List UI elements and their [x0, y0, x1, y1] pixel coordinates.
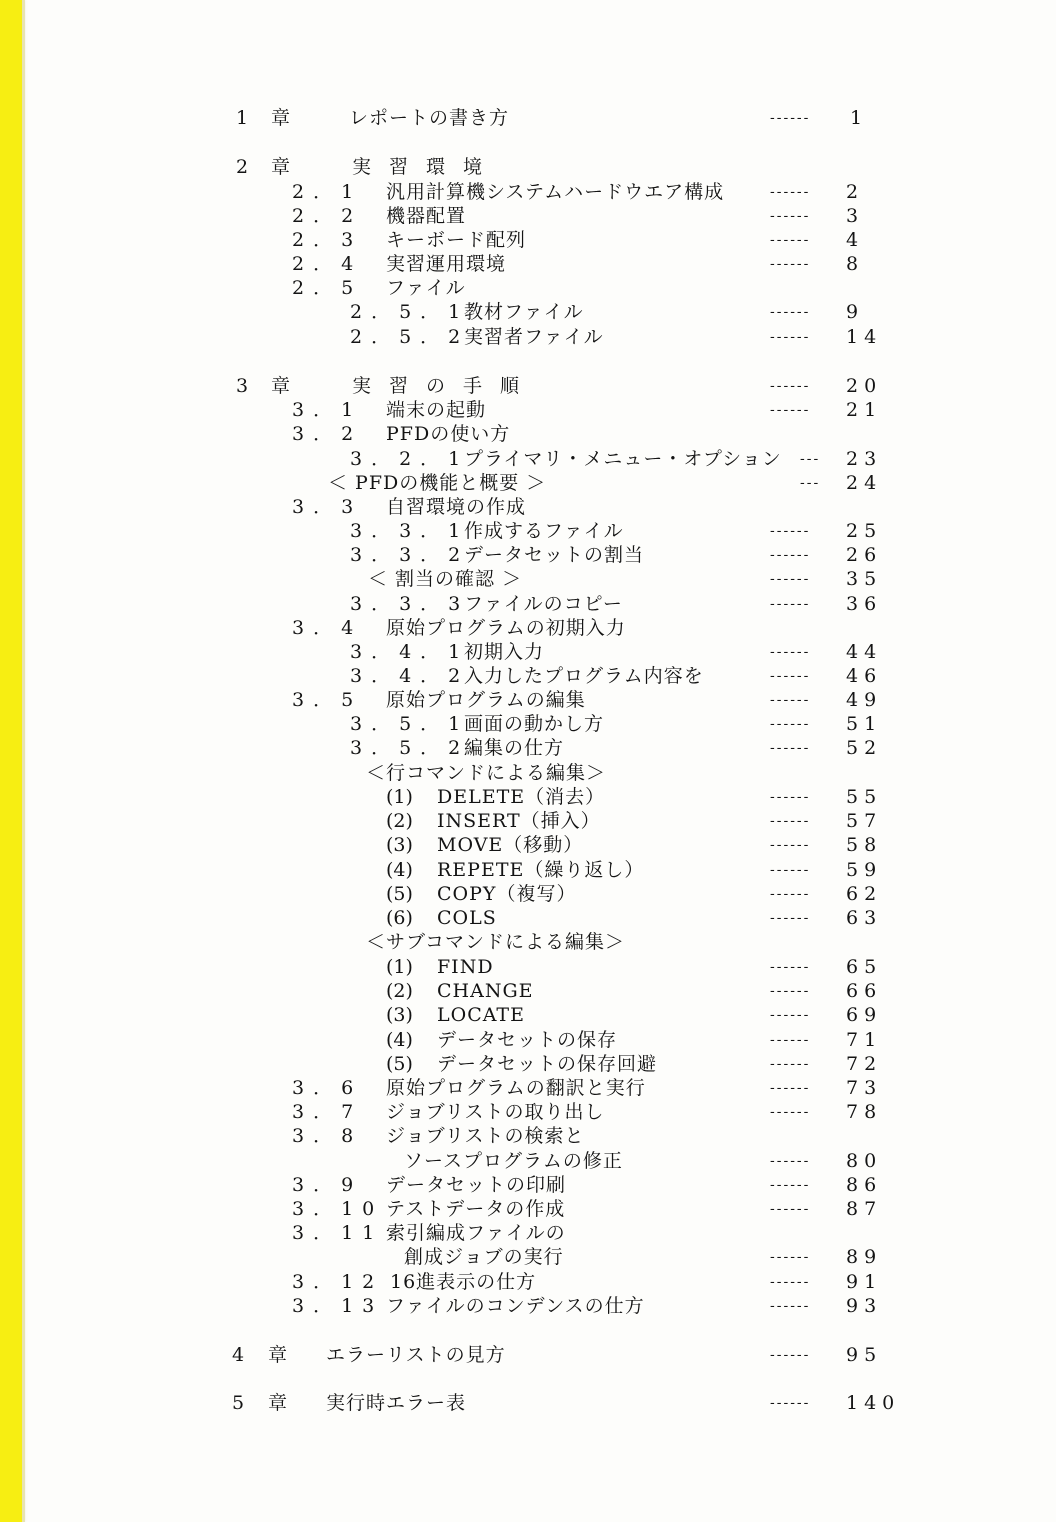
- entry-title: ＜サブコマンドによる編集＞: [366, 931, 626, 953]
- leader-dots: ------: [770, 547, 811, 563]
- item-number: (1): [386, 786, 413, 808]
- toc-entry-sub-cmd-2: [0, 979, 1056, 1003]
- entry-title: 原始プログラムの翻訳と実行: [386, 1077, 646, 1099]
- entry-title: 索引編成ファイルの: [386, 1222, 566, 1244]
- toc-entry-3-3-1: [0, 519, 1056, 543]
- entry-title: 端末の起動: [386, 399, 487, 421]
- leader-dots: ------: [770, 1032, 811, 1048]
- section-number: 3．7: [292, 1101, 363, 1123]
- leader-dots: ------: [770, 329, 811, 345]
- leader-dots: ------: [770, 1104, 811, 1120]
- toc-entry-3-11: [0, 1221, 1056, 1245]
- page-number: 49: [846, 689, 883, 711]
- entry-title: PFDの使い方: [386, 423, 511, 445]
- toc-entry-2-5: [0, 276, 1056, 300]
- entry-title: 画面の動かし方: [464, 713, 605, 735]
- leader-dots: ------: [770, 1080, 811, 1096]
- entry-title: ＜行コマンドによる編集＞: [366, 762, 607, 784]
- page-number: 73: [846, 1077, 883, 1099]
- toc-subheading-line-commands: [0, 761, 1056, 785]
- page-number: 91: [846, 1271, 883, 1293]
- item-number: (3): [386, 1004, 413, 1026]
- leader-dots: ------: [770, 740, 811, 756]
- entry-title: ソースプログラムの修正: [404, 1150, 623, 1172]
- leader-dots: ------: [770, 716, 811, 732]
- section-number: 2．1: [292, 181, 363, 203]
- toc-entry-3-12: [0, 1270, 1056, 1294]
- page-number: 57: [846, 810, 883, 832]
- leader-dots: ------: [770, 571, 811, 587]
- page-number: 25: [846, 520, 883, 542]
- leader-dots: ------: [770, 959, 811, 975]
- entry-title: ＜ PFDの機能と概要 ＞: [328, 472, 547, 494]
- entry-title: CHANGE: [437, 980, 534, 1002]
- entry-title: 実習の手順: [352, 375, 538, 397]
- leader-dots: ---: [800, 475, 821, 491]
- page-number: 65: [846, 956, 883, 978]
- leader-dots: ------: [770, 402, 811, 418]
- toc-entry-3-7: [0, 1100, 1056, 1124]
- page-number: 80: [846, 1150, 883, 1172]
- page-number: 59: [846, 859, 883, 881]
- toc-entry-line-cmd-5: [0, 882, 1056, 906]
- page-number: 71: [846, 1029, 883, 1051]
- page-number: 78: [846, 1101, 883, 1123]
- toc-entry-ch1: [0, 106, 1056, 130]
- toc-entry-ch5: [0, 1391, 1056, 1415]
- entry-title: 原始プログラムの編集: [386, 689, 586, 711]
- toc-subheading-sub-commands: [0, 930, 1056, 954]
- toc-entry-3-10: [0, 1197, 1056, 1221]
- leader-dots: ------: [770, 983, 811, 999]
- toc-entry-sub-cmd-4: [0, 1028, 1056, 1052]
- page-number: 87: [846, 1198, 883, 1220]
- page-number: 140: [846, 1392, 901, 1414]
- entry-title: COPY（複写）: [437, 883, 577, 905]
- toc-entry-3-5-1: [0, 712, 1056, 736]
- leader-dots: ------: [770, 886, 811, 902]
- leader-dots: ------: [770, 692, 811, 708]
- leader-dots: ------: [770, 304, 811, 320]
- chapter-label: 章: [271, 107, 291, 129]
- chapter-label: 章: [268, 1392, 288, 1414]
- entry-title: データセットの割当: [464, 544, 645, 566]
- entry-title: 作成するファイル: [464, 520, 624, 542]
- entry-title: 16進表示の仕方: [390, 1271, 537, 1293]
- section-number: 3．13: [292, 1295, 384, 1317]
- section-number: 3．5．2: [350, 737, 470, 759]
- entry-title: 初期入力: [464, 641, 545, 663]
- entry-title: 機器配置: [386, 205, 467, 227]
- page-number: 36: [846, 593, 883, 615]
- section-number: 2．5．2: [350, 326, 470, 348]
- leader-dots: ------: [770, 1395, 811, 1411]
- leader-dots: ------: [770, 1274, 811, 1290]
- toc-entry-3-2-note: [0, 471, 1056, 495]
- entry-title: ジョブリストの検索と: [386, 1125, 585, 1147]
- page-number: 72: [846, 1053, 883, 1075]
- page-number: 14: [846, 326, 883, 348]
- page-number: 4: [846, 229, 865, 251]
- leader-dots: ------: [770, 1298, 811, 1314]
- chapter-label: 章: [271, 375, 291, 397]
- leader-dots: ------: [770, 1056, 811, 1072]
- entry-title: 原始プログラムの初期入力: [386, 617, 626, 639]
- section-number: 3．10: [292, 1198, 384, 1220]
- section-number: 3．12: [292, 1271, 384, 1293]
- page-number: 1: [850, 107, 869, 129]
- page-number: 89: [846, 1246, 883, 1268]
- toc-entry-3-4: [0, 616, 1056, 640]
- leader-dots: ------: [770, 910, 811, 926]
- toc-entry-ch4: [0, 1343, 1056, 1367]
- section-number: 3．5．1: [350, 713, 470, 735]
- section-number: 3．6: [292, 1077, 363, 1099]
- toc-entry-3-5: [0, 688, 1056, 712]
- page-number: 93: [846, 1295, 883, 1317]
- item-number: (2): [386, 980, 413, 1002]
- item-number: (5): [386, 1053, 413, 1075]
- entry-title: データセットの印刷: [386, 1174, 567, 1196]
- toc-entry-3-11-cont: [0, 1245, 1056, 1269]
- toc-entry-ch2: [0, 155, 1056, 179]
- page-number: 24: [846, 472, 883, 494]
- item-number: (2): [386, 810, 413, 832]
- page-number: 2: [846, 181, 865, 203]
- toc-entry-2-5-1: [0, 300, 1056, 324]
- entry-title: ファイル: [386, 277, 466, 299]
- entry-title: テストデータの作成: [386, 1198, 566, 1220]
- page-number: 86: [846, 1174, 883, 1196]
- leader-dots: ------: [770, 184, 811, 200]
- leader-dots: ---: [800, 451, 821, 467]
- toc-entry-sub-cmd-5: [0, 1052, 1056, 1076]
- entry-title: DELETE（消去）: [437, 786, 606, 808]
- entry-title: エラーリストの見方: [326, 1344, 506, 1366]
- leader-dots: ------: [770, 208, 811, 224]
- entry-title: 自習環境の作成: [386, 496, 527, 518]
- leader-dots: ------: [770, 668, 811, 684]
- entry-title: ジョブリストの取り出し: [386, 1101, 605, 1123]
- toc-entry-3-8: [0, 1124, 1056, 1148]
- entry-title: キーボード配列: [386, 229, 527, 251]
- toc-entry-sub-cmd-3: [0, 1003, 1056, 1027]
- toc-entry-line-cmd-1: [0, 785, 1056, 809]
- leader-dots: ------: [770, 596, 811, 612]
- item-number: (1): [386, 956, 413, 978]
- entry-title: 編集の仕方: [464, 737, 565, 759]
- entry-title: LOCATE: [437, 1004, 525, 1026]
- section-number: 3．4．1: [350, 641, 470, 663]
- leader-dots: ------: [770, 256, 811, 272]
- section-number: 2．3: [292, 229, 363, 251]
- leader-dots: ------: [770, 1201, 811, 1217]
- toc-entry-3-4-2: [0, 664, 1056, 688]
- leader-dots: ------: [770, 110, 811, 126]
- section-number: 2．2: [292, 205, 363, 227]
- entry-title: REPETE（繰り返し）: [437, 859, 645, 881]
- toc-entry-3-2-1: [0, 447, 1056, 471]
- chapter-number: 4: [232, 1344, 245, 1366]
- section-number: 3．5: [292, 689, 363, 711]
- toc-entry-3-2: [0, 422, 1056, 446]
- section-number: 3．2: [292, 423, 363, 445]
- toc-entry-line-cmd-2: [0, 809, 1056, 833]
- leader-dots: ------: [770, 1249, 811, 1265]
- section-number: 3．9: [292, 1174, 363, 1196]
- section-number: 3．3．3: [350, 593, 470, 615]
- toc-entry-3-1: [0, 398, 1056, 422]
- chapter-label: 章: [271, 156, 291, 178]
- toc-entry-3-6: [0, 1076, 1056, 1100]
- entry-title: 創成ジョブの実行: [404, 1246, 564, 1268]
- page-number: 55: [846, 786, 883, 808]
- toc-entry-line-cmd-3: [0, 833, 1056, 857]
- item-number: (6): [386, 907, 413, 929]
- section-number: 2．4: [292, 253, 363, 275]
- entry-title: ファイルのコンデンスの仕方: [386, 1295, 645, 1317]
- entry-title: 入力したプログラム内容を: [464, 665, 704, 687]
- toc-entry-line-cmd-6: [0, 906, 1056, 930]
- chapter-number: 1: [236, 107, 249, 129]
- section-number: 2．5: [292, 277, 363, 299]
- page-number: 21: [846, 399, 883, 421]
- section-number: 3．1: [292, 399, 363, 421]
- leader-dots: ------: [770, 813, 811, 829]
- page-number: 8: [846, 253, 865, 275]
- entry-title: データセットの保存回避: [437, 1053, 658, 1075]
- entry-title: FIND: [437, 956, 494, 978]
- section-number: 3．8: [292, 1125, 363, 1147]
- page-number: 51: [846, 713, 883, 735]
- toc-entry-3-3-2: [0, 543, 1056, 567]
- entry-title: COLS: [437, 907, 497, 929]
- page-number: 3: [846, 205, 865, 227]
- toc-entry-3-3-note: [0, 567, 1056, 591]
- section-number: 3．3．1: [350, 520, 470, 542]
- section-number: 3．4．2: [350, 665, 470, 687]
- section-number: 3．3: [292, 496, 363, 518]
- leader-dots: ------: [770, 232, 811, 248]
- page-number: 44: [846, 641, 883, 663]
- leader-dots: ------: [770, 862, 811, 878]
- leader-dots: ------: [770, 1153, 811, 1169]
- entry-title: ファイルのコピー: [464, 593, 623, 615]
- toc-entry-2-2: [0, 204, 1056, 228]
- toc-entry-3-3: [0, 495, 1056, 519]
- page-number: 52: [846, 737, 883, 759]
- leader-dots: ------: [770, 644, 811, 660]
- page-number: 26: [846, 544, 883, 566]
- toc-entry-2-4: [0, 252, 1056, 276]
- leader-dots: ------: [770, 1177, 811, 1193]
- entry-title: 実習運用環境: [386, 253, 507, 275]
- entry-title: MOVE（移動）: [437, 834, 584, 856]
- toc-entry-line-cmd-4: [0, 858, 1056, 882]
- chapter-number: 2: [236, 156, 249, 178]
- page-number: 69: [846, 1004, 883, 1026]
- page-number: 35: [846, 568, 883, 590]
- toc-entry-3-5-2: [0, 736, 1056, 760]
- page-number: 20: [846, 375, 883, 397]
- toc-entry-ch3: [0, 374, 1056, 398]
- toc-entry-2-1: [0, 180, 1056, 204]
- page-number: 23: [846, 448, 883, 470]
- toc-entry-3-3-3: [0, 592, 1056, 616]
- page-number: 9: [846, 301, 865, 323]
- item-number: (4): [386, 859, 413, 881]
- entry-title: レポートの書き方: [349, 107, 510, 129]
- entry-title: 実行時エラー表: [326, 1392, 467, 1414]
- entry-title: INSERT（挿入）: [437, 810, 601, 832]
- leader-dots: ------: [770, 378, 811, 394]
- toc-entry-3-4-1: [0, 640, 1056, 664]
- leader-dots: ------: [770, 1347, 811, 1363]
- leader-dots: ------: [770, 837, 811, 853]
- entry-title: 実習環境: [352, 156, 501, 178]
- toc-entry-2-3: [0, 228, 1056, 252]
- section-number: 3．2．1: [350, 448, 470, 470]
- item-number: (5): [386, 883, 413, 905]
- entry-title: 汎用計算機システムハードウエア構成: [386, 181, 725, 203]
- chapter-number: 5: [232, 1392, 245, 1414]
- page-number: 66: [846, 980, 883, 1002]
- toc-entry-3-8-cont: [0, 1149, 1056, 1173]
- toc-entry-sub-cmd-1: [0, 955, 1056, 979]
- item-number: (3): [386, 834, 413, 856]
- entry-title: ＜ 割当の確認 ＞: [368, 568, 523, 590]
- page-number: 63: [846, 907, 883, 929]
- item-number: (4): [386, 1029, 413, 1051]
- page-number: 58: [846, 834, 883, 856]
- chapter-number: 3: [236, 375, 249, 397]
- toc-entry-2-5-2: [0, 325, 1056, 349]
- page-number: 95: [846, 1344, 883, 1366]
- entry-title: 教材ファイル: [464, 301, 584, 323]
- chapter-label: 章: [268, 1344, 288, 1366]
- section-number: 3．4: [292, 617, 363, 639]
- section-number: 2．5．1: [350, 301, 470, 323]
- leader-dots: ------: [770, 523, 811, 539]
- entry-title: データセットの保存: [437, 1029, 618, 1051]
- leader-dots: ------: [770, 789, 811, 805]
- entry-title: プライマリ・メニュー・オプション: [464, 448, 782, 470]
- section-number: 3．11: [292, 1222, 384, 1244]
- toc-entry-3-9: [0, 1173, 1056, 1197]
- leader-dots: ------: [770, 1007, 811, 1023]
- page-number: 62: [846, 883, 883, 905]
- entry-title: 実習者ファイル: [464, 326, 604, 348]
- toc-entry-3-13: [0, 1294, 1056, 1318]
- page-number: 46: [846, 665, 883, 687]
- section-number: 3．3．2: [350, 544, 470, 566]
